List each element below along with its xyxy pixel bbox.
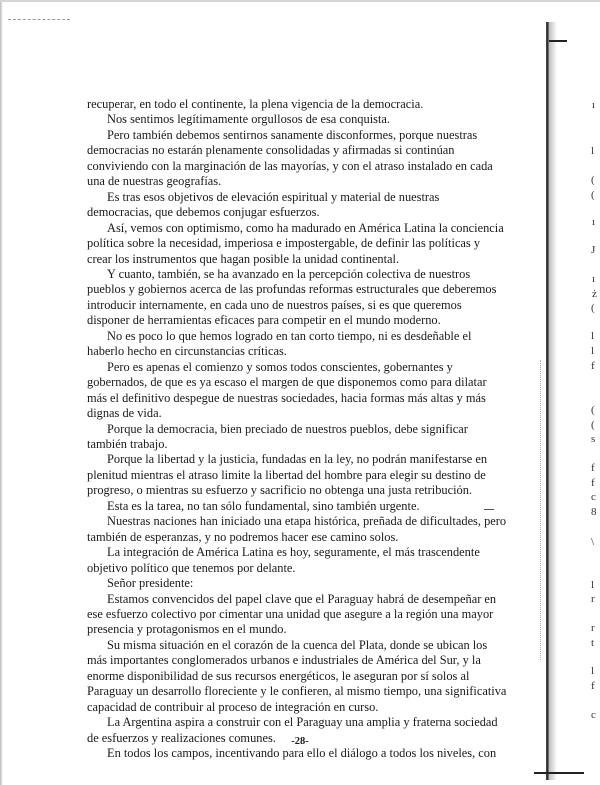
facing-page-glyph: (	[591, 404, 595, 416]
top-scan-mark	[8, 19, 70, 21]
gutter-dots	[540, 360, 542, 660]
facing-page-glyph: s	[591, 433, 596, 445]
scan-edge-left	[0, 0, 3, 785]
paragraph: Y cuanto, también, se ha avanzado en la percepción colectiva de nuestros pueblos y gobiernos acerca de las profundas reformas estructurales que deberemos introducir internamente, en cada uno de nuestros países, si es que queremos disponer de herramientas eficaces para competir en el mundo moderno.	[87, 266, 497, 328]
facing-page-glyph: c	[591, 709, 596, 721]
paragraph: Su misma situación en el corazón de la cuenca del Plata, donde se ubican los más importantes conglomerados urbanos e industriales de América del Sur, y la enorme disponibilidad de sus recursos energéticos, le aseguran por sí solos al Paraguay un desarrollo floreciente y le confieren, al mismo tiempo, una significativa capacidad de contribuir al proceso de integración en curso.	[87, 637, 507, 714]
paragraph: En todos los campos, incentivando para ello el diálogo a todos los niveles, con	[107, 746, 497, 761]
facing-page-glyph: l	[591, 330, 595, 342]
facing-page-glyph: l	[591, 579, 595, 591]
dash-mark	[484, 509, 494, 510]
facing-page-glyph: f	[591, 477, 595, 489]
paragraph: recuperar, en todo el continente, la plena vigencia de la democracia.	[87, 97, 424, 111]
facing-page-glyph: r	[591, 622, 595, 634]
paragraph: Esta es la tarea, no tan sólo fundamental, sino también urgente.	[107, 498, 420, 513]
scan-edge-top	[0, 0, 600, 2]
paragraph: La integración de América Latina es hoy, seguramente, el más trascendente objetivo político que tenemos por delante.	[87, 545, 480, 575]
paragraph: La Argentina aspira a construir con el Paraguay una amplia y fraterna sociedad de esfuerzos y realizaciones comunes.	[87, 715, 498, 745]
paragraph: Porque la democracia, bien preciado de nuestros pueblos, debe significar también trabajo.	[87, 421, 468, 451]
facing-page-glyph: \	[591, 536, 595, 548]
spine-top-edge	[549, 40, 567, 42]
page-number: -28-	[291, 736, 309, 747]
paragraph: Así, vemos con optimismo, como ha madurado en América Latina la conciencia política sobre la necesidad, imperiosa e impostergable, de definir las políticas y crear los instrumentos que hagan posible la unidad continental.	[87, 220, 504, 266]
facing-page-glyph: (	[591, 174, 595, 186]
paragraph: Señor presidente:	[107, 576, 194, 591]
facing-page-glyph: (	[591, 419, 595, 431]
facing-page-glyph: ı	[592, 99, 596, 111]
spine-bottom-edge	[534, 772, 584, 774]
paragraph: Estamos convencidos del papel clave que el Paraguay habrá de desempeñar en ese esfuerzo colectivo por cimentar una unidad que asegure a la región una mayor presencia y protagonismos en el mundo.	[87, 591, 497, 637]
facing-page-glyph: (	[591, 189, 595, 201]
facing-page-glyph: ı	[592, 273, 596, 285]
facing-page-glyph: ı	[592, 216, 596, 228]
facing-page-glyph: (	[591, 302, 595, 314]
paragraph: Pero también debemos sentirnos sanamente disconformes, porque nuestras democracias no estarán plenamente consolidadas y afirmadas si continúan conviviendo con la marginación de las mayorías, y con el atraso instalado en cada una de nuestras geografías.	[87, 127, 493, 189]
facing-page-glyph: t	[591, 637, 595, 649]
paragraph: No es poco lo que hemos logrado en tan corto tiempo, ni es desdeñable el haberlo hecho en circunstancias críticas.	[87, 328, 472, 359]
facing-page-glyph: ż	[592, 288, 597, 300]
spine-shadow	[549, 22, 557, 780]
paragraph: Pero es apenas el comienzo y somos todos conscientes, gobernantes y gobernados, de que es ya escaso el margen de que disponemos como para dilatar más el definitivo despegue de nuestras sociedades, hacia formas más altas y más dignas de vida.	[87, 359, 487, 421]
facing-page-glyph: l	[591, 665, 595, 677]
facing-page-glyph: r	[591, 593, 595, 605]
paragraph: Nuestras naciones han iniciado una etapa histórica, preñada de dificultades, pero también de esperanzas, y no podremos hacer ese camino solos.	[87, 514, 507, 544]
facing-page-glyph: l	[591, 145, 595, 157]
facing-page-glyph: f	[591, 360, 595, 372]
facing-page-glyph: 8	[591, 506, 597, 518]
facing-page-glyph: f	[591, 462, 595, 474]
paragraph: Nos sentimos legítimamente orgullosos de esa conquista.	[107, 112, 390, 127]
paragraph: Es tras esos objetivos de elevación espiritual y material de nuestras democracias, que debemos conjugar esfuerzos.	[87, 189, 440, 220]
facing-page-glyph: c	[591, 491, 596, 503]
facing-page-glyph: l	[591, 345, 595, 357]
paragraph: Porque la libertad y la justicia, fundadas en la ley, no podrán manifestarse en plenitud mientras el atraso limite la libertad del hombre para elegir su destino de progreso, o mientras su esfuerzo y sacrificio no obtenga una justa retribución.	[87, 452, 488, 498]
body-text	[87, 97, 507, 761]
facing-page-glyph: J	[591, 244, 596, 256]
facing-page-glyph: f	[591, 680, 595, 692]
